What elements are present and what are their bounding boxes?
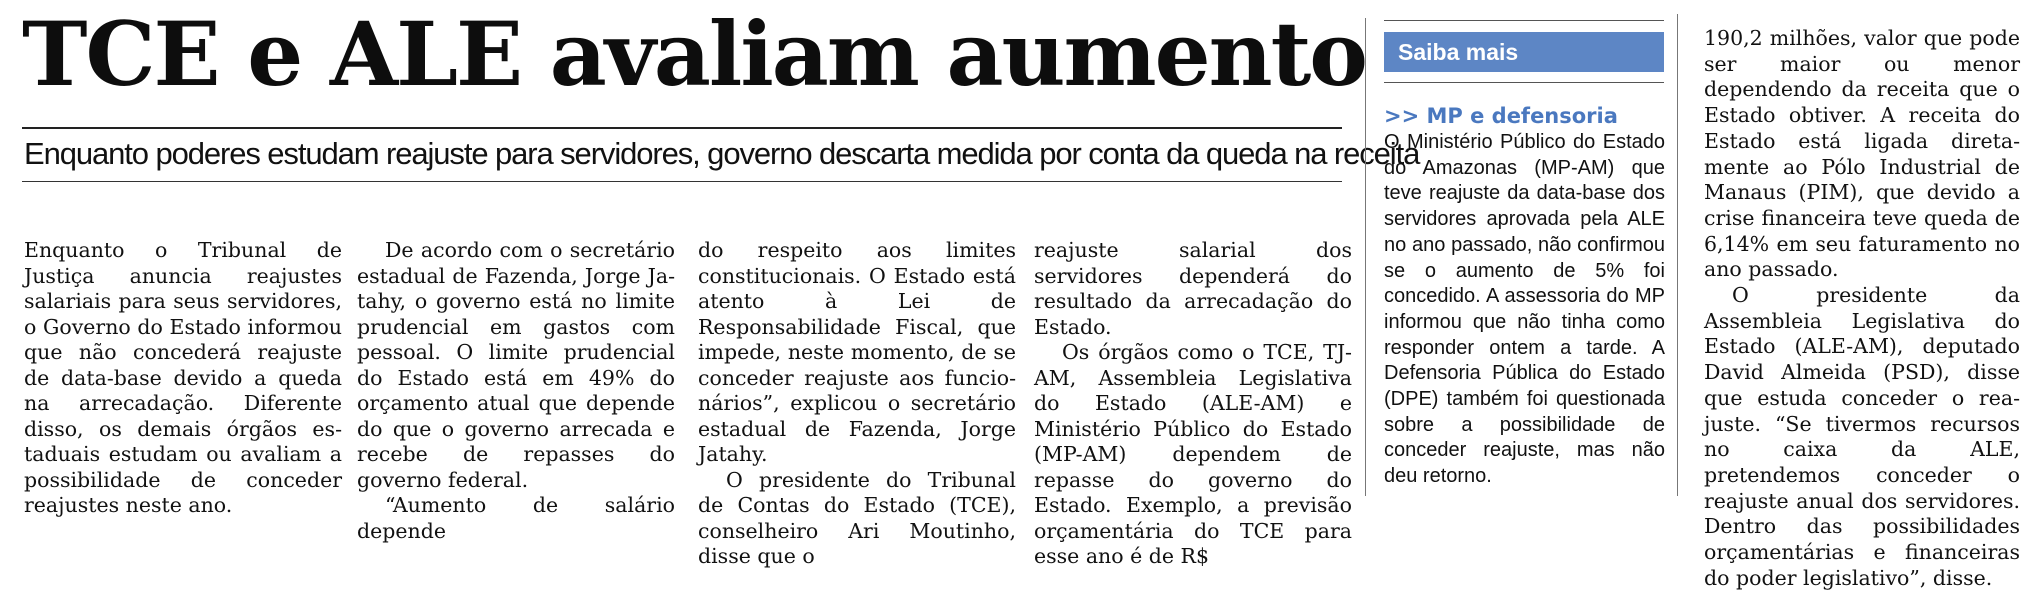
paragraph: O presidente da Assembleia Legislativa do Estado (ALE-AM), deputado David Almeida (PSD), disse que estuda conceder o reajuste. “Se tivermos recursos no caixa da ALE, pretendemos conceder o reajuste anual dos servidores. Dentro das possibilidades orçamentárias e financeiras do poder legislativo”, disse. — [1704, 283, 2020, 590]
deck-bottom-rule — [22, 181, 1342, 182]
sidebar-top-rule — [1384, 20, 1664, 21]
paragraph: 190,2 milhões, valor que pode ser maior ou menor dependendo da receita que o Estado obtiver. A receita do Estado está ligada diretamente ao Pólo Industrial de Manaus (PIM), que devido a crise financeira teve queda de 6,14% em seu faturamento no ano passado. — [1704, 26, 2020, 282]
article-column-4 — [1034, 238, 1352, 570]
sidebar-left-divider — [1365, 18, 1366, 496]
deck-top-rule — [22, 127, 1342, 129]
article-column-2 — [357, 238, 675, 544]
paragraph: O presidente do Tribunal de Contas do Estado (TCE), conselheiro Ari Moutinho, disse que o — [698, 467, 1016, 568]
sidebar-right-divider — [1677, 14, 1678, 496]
saiba-mais-banner: Saiba mais — [1384, 32, 1664, 72]
paragraph: “Aumento de salário depende — [357, 493, 675, 543]
sidebar-banner-rule — [1384, 82, 1664, 83]
article-column-3 — [698, 238, 1016, 570]
headline: TCE e ALE avaliam aumento — [22, 2, 1366, 106]
paragraph: do respeito aos limites constitucionais. O Estado está atento à Lei de Responsabilidade Fiscal, que impede, neste momento, de se conceder reajuste aos funcionários”, explicou o secretário estadual de Fazenda, Jorge Jatahy. — [698, 238, 1016, 466]
paragraph: O Ministério Público do Estado do Amazonas (MP-AM) que teve reajuste da data-base dos servidores aprovada pela ALE no ano passado, não confirmou se o aumento de 5% foi concedido. A assessoria do MP informou que não tinha como responder ontem a tarde. A Defensoria Pública do Estado (DPE) também foi questionada sobre a possibilidade de conceder reajuste, mas não deu retorno. — [1384, 131, 1665, 488]
article-column-5 — [1704, 26, 2020, 591]
article-column-1 — [24, 238, 342, 519]
sidebar-text — [1384, 130, 1665, 490]
paragraph: Enquanto o Tribunal de Justiça anuncia reajustes salariais para seus servidores, o Governo do Estado informou que não concederá reajuste de data-base devido a queda na arrecadação. Diferente disso, os demais órgãos estaduais estudam ou avaliam a possibilidade de conceder reajustes neste ano. — [24, 238, 342, 517]
paragraph: Os órgãos como o TCE, TJ-AM, Assembleia Legislativa do Estado (ALE-AM) e Ministério Público do Estado (MP-AM) dependem de repasse do governo do Estado. Exemplo, a previsão orçamentária do TCE para esse ano é de R$ — [1034, 340, 1352, 568]
paragraph: reajuste salarial dos servidores dependerá do resultado da arrecadação do Estado. — [1034, 238, 1352, 339]
paragraph: De acordo com o secretário estadual de Fazenda, Jorge Jatahy, o governo está no limite prudencial em gastos com pessoal. O limite prudencial do Estado está em 49% do orçamento atual que depende do que o governo arrecada e recebe de repasses do governo federal. — [357, 238, 675, 492]
deck-subtitle: Enquanto poderes estudam reajuste para servidores, governo descarta medida por conta da queda na receita — [24, 136, 1420, 171]
sidebar-title: >> MP e defensoria — [1384, 104, 1618, 128]
